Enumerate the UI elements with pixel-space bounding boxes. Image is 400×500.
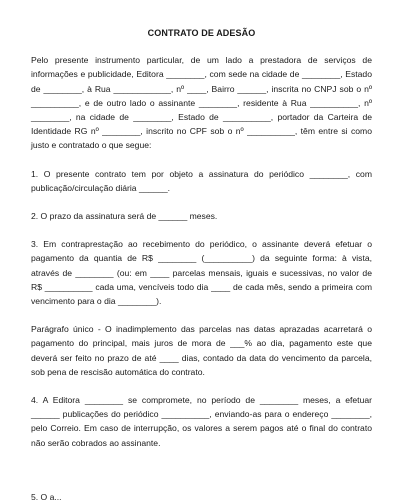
clause-4: 4. A Editora ________ se compromete, no período de ________ meses, a efetuar ______ publicações do periódico __________, enviando-as para o endereço ________, pelo Correio. Em caso de interrupção, os valores a serem pagos até o final do contrato não serão cobrados ao assinante. — [31, 395, 372, 448]
clause-1: 1. O presente contrato tem por objeto a assinatura do periódico ________, com publicação/circulação diária ______. — [31, 168, 372, 193]
clause-2: 2. O prazo da assinatura será de ______ meses. — [31, 211, 218, 222]
document-title: CONTRATO DE ADESÃO — [147, 28, 256, 38]
clause-3-sole-paragraph: Parágrafo único - O inadimplemento das parcelas nas datas aprazadas acarretará o pagamento do principal, mais juros de mora de ___% ao dia, pagamento este que deverá ser feito no prazo de até ____ dias, contado da data do vencimento da parcela, sob pena de rescisão automática do contrato. — [31, 324, 372, 377]
clause-3: 3. Em contraprestação ao recebimento do periódico, o assinante deverá efetuar o pagamento da quantia de R$ ________ (__________) da seguinte forma: à vista, através de ________ (ou: em ____ parcelas mensais, iguais e sucessivas, no valor de R$ __________ cada uma, vencíveis todo dia ____ de cada mês, sendo a primeira com vencimento para o dia ________). — [31, 239, 372, 307]
document-body — [31, 26, 372, 464]
cut-off-next-clause: 5. O a... — [31, 492, 62, 500]
paragraph-preamble: Pelo presente instrumento particular, de um lado a prestadora de serviços de informações e publicidade, Editora ________, com sede na cidade de ________, Estado de ________, à Rua ____________, nº ____, Bairro ______, inscrita no CNPJ sob o nº __________, e de outro lado o assinante ________, residente à Rua __________, nº ________, na cidade de ________, Estado de __________, portador da Carteira de Identidade RG nº ________, inscrito no CPF sob o nº __________, têm entre si como justo e contratado o que segue: — [31, 55, 372, 151]
